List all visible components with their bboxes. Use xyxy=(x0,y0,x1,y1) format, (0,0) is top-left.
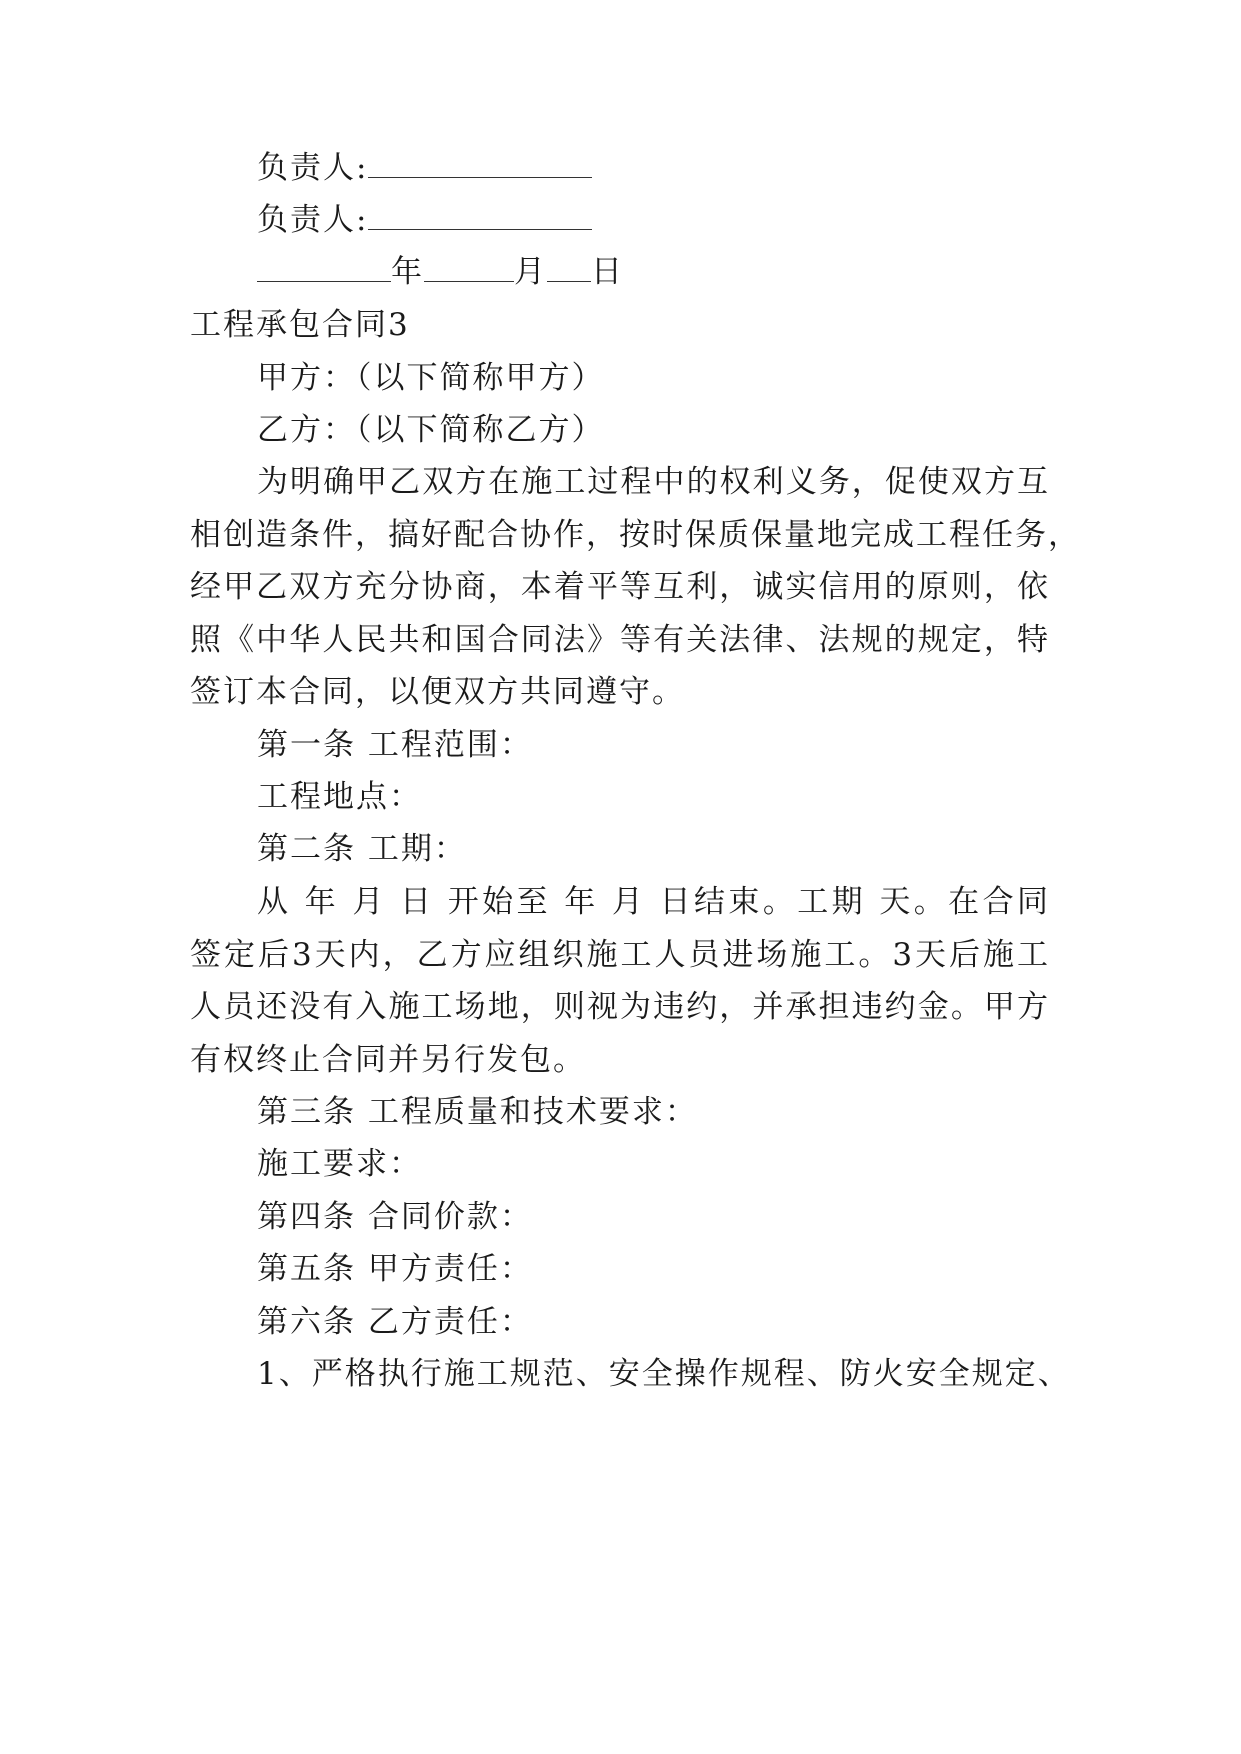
contract-title: 工程承包合同3 xyxy=(190,307,410,343)
responsible-line-2 xyxy=(257,200,1137,240)
site-label: 工程地点： xyxy=(257,779,422,815)
responsible-line-1 xyxy=(257,148,1137,188)
intro-line: 签订本合同，以便双方共同遵守。 xyxy=(190,674,685,710)
party-a: 甲方：（以下简称甲方） xyxy=(257,360,605,396)
item-1: 1、严格执行施工规范、安全操作规程、防火安全规定、 xyxy=(257,1356,1071,1392)
year-blank xyxy=(257,253,391,282)
date-line xyxy=(257,252,1137,292)
period-line: 人员还没有入施工场地，则视为违约，并承担违约金。甲方 xyxy=(190,989,1050,1025)
month-blank xyxy=(424,253,514,282)
day-blank xyxy=(547,253,591,282)
period-line: 从 年 月 日 开始至 年 月 日结束。工期 天。在合同 xyxy=(257,884,1050,920)
construction-requirements: 施工要求： xyxy=(257,1146,422,1182)
article-1-heading: 第一条 工程范围： xyxy=(257,727,533,763)
intro-line: 相创造条件，搞好配合协作，按时保质保量地完成工程任务， xyxy=(190,517,1081,553)
intro-line: 经甲乙双方充分协商，本着平等互利，诚实信用的原则，依 xyxy=(190,569,1050,605)
responsible-label: 负责人: xyxy=(257,150,369,186)
intro-line: 照《中华人民共和国合同法》等有关法律、法规的规定，特 xyxy=(190,622,1050,658)
month-label: 月 xyxy=(514,254,547,290)
signature-blank xyxy=(368,201,592,230)
signature-blank xyxy=(368,149,592,178)
period-line: 签定后3天内，乙方应组织施工人员进场施工。3天后施工 xyxy=(190,937,1050,973)
article-6-heading: 第六条 乙方责任： xyxy=(257,1304,533,1340)
article-3-heading: 第三条 工程质量和技术要求： xyxy=(257,1094,698,1130)
article-2-heading: 第二条 工期： xyxy=(257,831,467,867)
article-4-heading: 第四条 合同价款： xyxy=(257,1199,533,1235)
period-line: 有权终止合同并另行发包。 xyxy=(190,1042,586,1078)
responsible-label: 负责人: xyxy=(257,202,369,238)
article-5-heading: 第五条 甲方责任： xyxy=(257,1251,533,1287)
year-label: 年 xyxy=(391,254,424,290)
day-label: 日 xyxy=(591,254,624,290)
intro-line: 为明确甲乙双方在施工过程中的权利义务，促使双方互 xyxy=(257,464,1050,500)
party-b: 乙方：（以下简称乙方） xyxy=(257,412,605,448)
